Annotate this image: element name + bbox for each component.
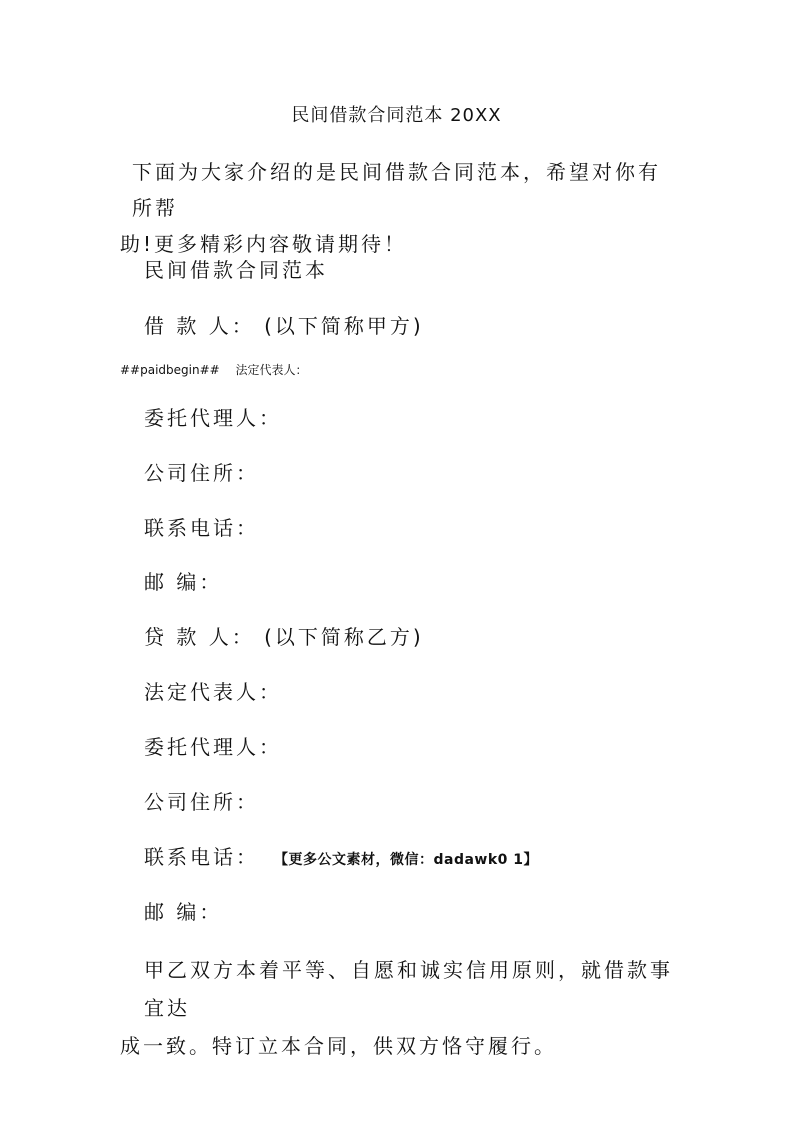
party-b-address: 公司住所： bbox=[144, 790, 259, 814]
document-title: 民间借款合同范本 20XX bbox=[291, 105, 502, 126]
lender-label: 贷 款 人： (以下简称乙方) bbox=[144, 625, 424, 649]
closing-paragraph bbox=[120, 951, 686, 1065]
borrower-label: 借 款 人： (以下简称甲方) bbox=[144, 314, 424, 338]
party-a-postcode: 邮 编： bbox=[144, 570, 223, 594]
party-b-agent: 委托代理人： bbox=[144, 735, 282, 759]
party-a-phone: 联系电话： bbox=[144, 516, 259, 540]
party-a-address: 公司住所： bbox=[144, 461, 259, 485]
intro-paragraph bbox=[120, 154, 680, 262]
paid-begin-line bbox=[120, 361, 308, 378]
party-b-phone: 联系电话： bbox=[144, 845, 259, 869]
section-heading: 民间借款合同范本 bbox=[144, 258, 328, 282]
intro-line-2: 助!更多精彩内容敬请期待！ bbox=[120, 232, 408, 256]
party-b-postcode: 邮 编： bbox=[144, 900, 223, 924]
party-b-phone-line bbox=[144, 845, 538, 872]
promo-text: 【更多公文素材，微信：dadawk0 1】 bbox=[281, 852, 539, 868]
party-b-legal-rep: 法定代表人： bbox=[144, 680, 282, 704]
closing-line-1: 甲乙双方本着平等、自愿和诚实信用原则，就借款事宜达 bbox=[144, 958, 673, 1020]
paid-line-text: 法定代表人： bbox=[235, 363, 308, 377]
intro-line-1: 下面为大家介绍的是民间借款合同范本，希望对你有所帮 bbox=[132, 160, 661, 220]
closing-line-2: 成一致。特订立本合同，供双方恪守履行。 bbox=[120, 1034, 557, 1058]
party-a-agent: 委托代理人： bbox=[144, 406, 282, 430]
paid-begin-marker: ##paidbegin## bbox=[120, 363, 220, 377]
